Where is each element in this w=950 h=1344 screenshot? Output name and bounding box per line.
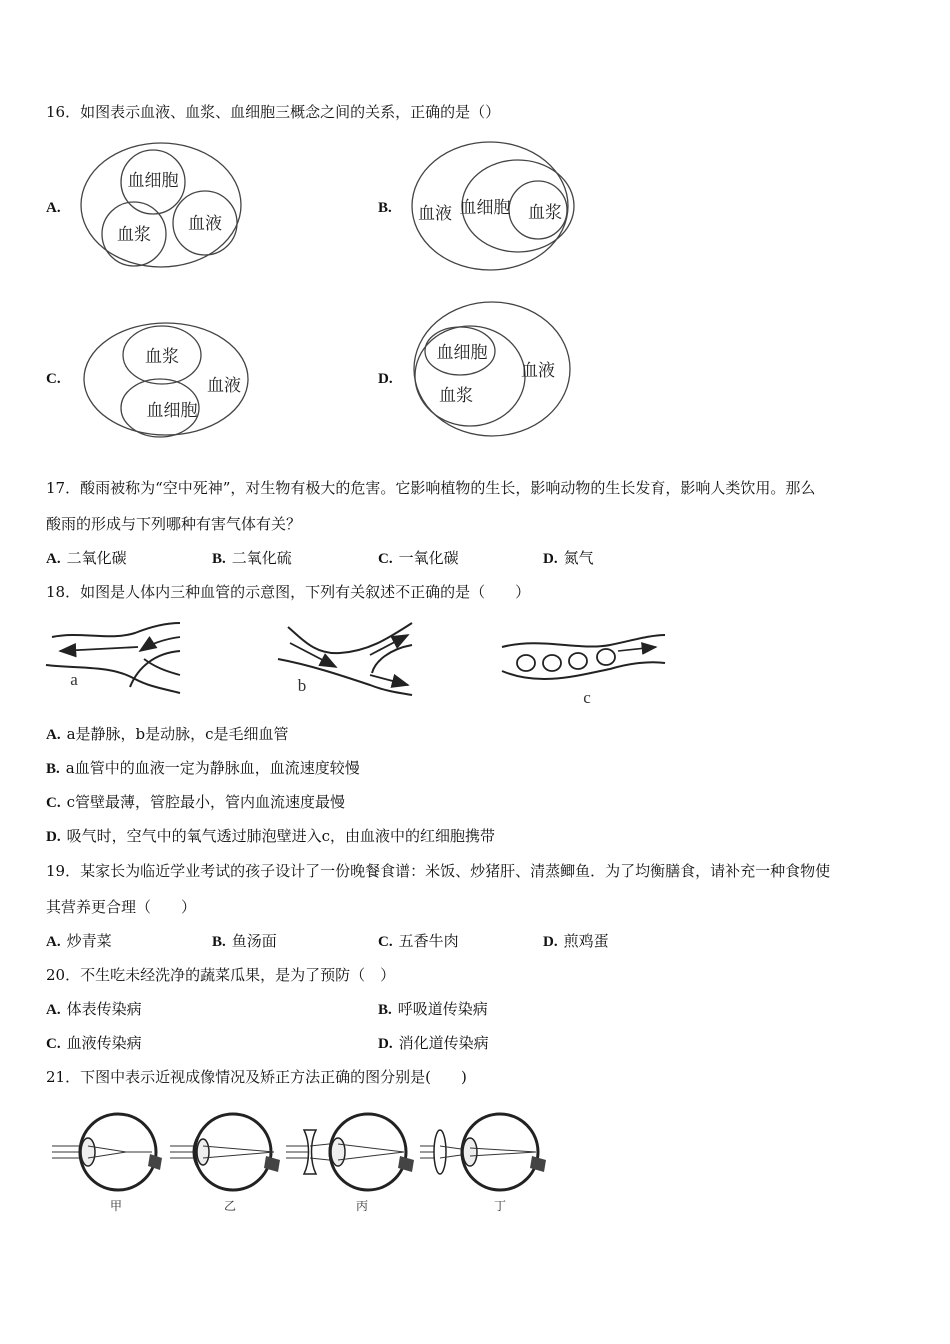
q16-b-label-3: 血浆 (528, 203, 562, 223)
q18-option-d[interactable]: D. 吸气时，空气中的氧气透过肺泡壁进入c，由血液中的红细胞携带 (46, 827, 495, 845)
q20-option-a[interactable]: A. 体表传染病 (46, 1000, 142, 1018)
q16-a-label-3: 血液 (188, 214, 222, 234)
q20-option-b[interactable]: B. 呼吸道传染病 (378, 1000, 488, 1018)
q17-stem-line1: 17．酸雨被称为“空中死神”，对生物有极大的危害。它影响植物的生长，影响动物的生长发育，影响人类饮用。那么 (46, 479, 816, 497)
q16-d-label-2: 血浆 (439, 386, 473, 406)
q20-option-d[interactable]: D. 消化道传染病 (378, 1034, 489, 1052)
q21-label-jia: 甲 (109, 1199, 123, 1213)
q18-option-b[interactable]: B. a血管中的血液一定为静脉血，血流速度较慢 (46, 759, 360, 777)
vessel-c (502, 635, 665, 679)
q16-stem: 16．如图表示血液、血浆、血细胞三概念之间的关系，正确的是（） (46, 103, 501, 121)
q16-c-label-1: 血浆 (145, 347, 179, 367)
q18-label-c: c (583, 688, 591, 707)
q19-option-a[interactable]: A. 炒青菜 (46, 932, 112, 950)
q20-option-c[interactable]: C. 血液传染病 (46, 1034, 142, 1052)
q16-a-label-1: 血细胞 (127, 171, 179, 191)
q16-d-label-3: 血液 (521, 361, 555, 381)
q16-option-b-letter[interactable]: B. (378, 200, 392, 216)
q16-option-c-letter[interactable]: C. (46, 371, 61, 387)
eye-yi (170, 1114, 280, 1190)
q18-stem: 18．如图是人体内三种血管的示意图，下列有关叙述不正确的是（ ） (46, 583, 531, 601)
q16-diagram-d (412, 300, 574, 438)
q16-d-label-1: 血细胞 (436, 343, 488, 363)
q21-label-bing: 丙 (355, 1199, 369, 1213)
q18-vessels-figure (40, 615, 680, 710)
q21-stem: 21．下图中表示近视成像情况及矫正方法正确的图分别是( ) (46, 1068, 467, 1086)
q16-c-label-2: 血液 (207, 376, 241, 396)
q19-option-d[interactable]: D. 煎鸡蛋 (543, 932, 609, 950)
q16-b-label-2: 血细胞 (459, 198, 511, 218)
q16-a-label-2: 血浆 (117, 225, 151, 245)
q17-option-b[interactable]: B. 二氧化硫 (212, 549, 292, 567)
q21-label-ding: 丁 (493, 1199, 507, 1213)
eye-jia (52, 1114, 162, 1190)
q16-diagram-c (82, 322, 254, 438)
q18-label-b: b (297, 676, 307, 695)
q19-option-c[interactable]: C. 五香牛肉 (378, 932, 459, 950)
q16-c-label-3: 血细胞 (146, 401, 198, 421)
eye-ding (420, 1114, 546, 1190)
q17-option-c[interactable]: C. 一氧化碳 (378, 549, 459, 567)
q19-option-b[interactable]: B. 鱼汤面 (212, 932, 277, 950)
q19-stem-line2: 其营养更合理（ ） (46, 898, 197, 916)
q18-label-a: a (70, 670, 78, 689)
q19-stem-line1: 19．某家长为临近学业考试的孩子设计了一份晚餐食谱：米饭、炒猪肝、清蒸鲫鱼．为了均衡膳食，请补充一种食物使 (46, 862, 831, 880)
q18-option-a[interactable]: A. a是静脉，b是动脉，c是毛细血管 (46, 725, 289, 743)
q17-option-d[interactable]: D. 氮气 (543, 549, 594, 567)
q21-label-yi: 乙 (223, 1199, 237, 1213)
q16-option-d-letter[interactable]: D. (378, 371, 393, 387)
vessel-a (46, 623, 180, 693)
q16-diagram-a (78, 142, 248, 272)
q21-eyes-figure (48, 1110, 558, 1220)
q16-b-label-1: 血液 (418, 204, 452, 224)
eye-bing (286, 1114, 414, 1190)
q16-option-a-letter[interactable]: A. (46, 200, 61, 216)
q16-diagram-b (410, 140, 580, 272)
q20-stem: 20．不生吃未经洗净的蔬菜瓜果，是为了预防（ ） (46, 966, 396, 984)
q17-option-a[interactable]: A. 二氧化碳 (46, 549, 127, 567)
q18-option-c[interactable]: C. c管壁最薄，管腔最小，管内血流速度最慢 (46, 793, 345, 811)
q17-stem-line2: 酸雨的形成与下列哪种有害气体有关？ (46, 515, 302, 533)
